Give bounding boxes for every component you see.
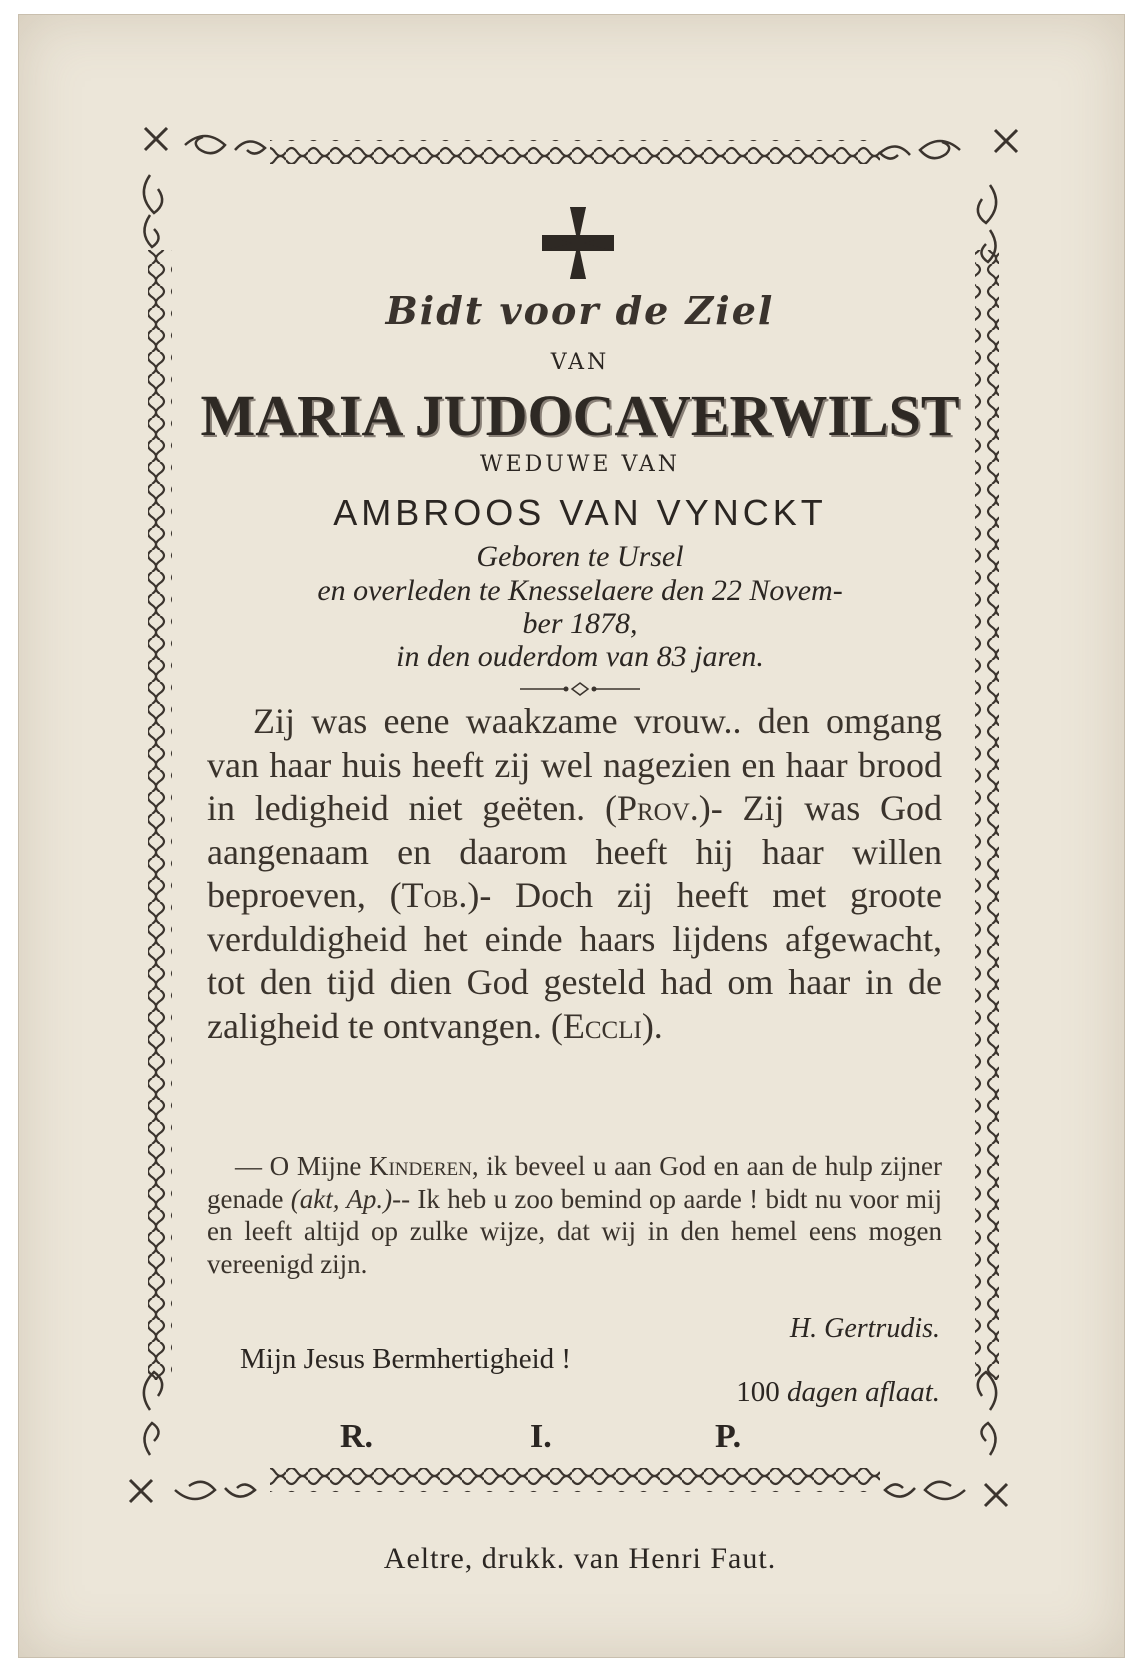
scripture-text [207, 700, 942, 1048]
tob-ref: Tob. [401, 875, 468, 915]
indulgence-text: dagen aflaat. [786, 1376, 940, 1408]
diamond-divider-icon [520, 682, 640, 696]
van-label: VAN [550, 350, 610, 375]
prayer-part-1: — O Mijne [235, 1151, 369, 1181]
deceased-name: MARIA JUDOCAVERWILST [200, 383, 960, 448]
death-line-1: en overleden te Knesselaere den 22 Novem- [317, 574, 843, 607]
body-part-3: )- Doch zij heeft met groote verduldigheid het einde haars lijdens afgewacht, tot den tijd dien God gesteld had om haar in de zaligheid te ontvangen. ( [207, 875, 942, 1046]
eccli-ref: Eccli [562, 1005, 642, 1046]
rip-r: R. [340, 1418, 374, 1455]
cross-pattee-icon [540, 205, 616, 281]
prov-ref: Prov. [616, 788, 699, 828]
rip-p: P. [715, 1418, 742, 1455]
indulgence [736, 1376, 940, 1409]
prayer-part-2: , ik beveel u aan God en aan de hulp zijner genade [207, 1151, 942, 1214]
printer-line: Aeltre, drukk. van Henri Faut. [383, 1542, 777, 1575]
age-line: in den ouderdom van 83 jaren. [396, 640, 764, 673]
invocation: Mijn Jesus Bermhertigheid ! [240, 1343, 572, 1375]
gothic-title: Bidt voor de Ziel [385, 288, 775, 333]
body-part-1: Zij was eene waakzame vrouw.. den omgang van haar huis heeft zij wel nagezien en haar brood in ledigheid niet geëten. ( [207, 701, 942, 828]
husband-name: AMBROOS VAN VYNCKT [333, 492, 827, 533]
death-line-2: ber 1878, [522, 607, 638, 640]
kinderen-word: Kinderen [368, 1151, 472, 1181]
rip-i: I. [530, 1418, 552, 1455]
prayer-part-3: -- Ik heb u zoo bemind op aarde ! bidt nu voor mij en leeft altijd op zulke wijze, dat wij in den hemel eens mogen vereenigd zijn. [207, 1183, 942, 1279]
body-part-2: )- Zij was God aangenaam en daarom heeft hij haar willen beproeven, ( [207, 788, 942, 915]
akt-ref: (akt, Ap.) [290, 1183, 393, 1214]
widow-of-label: WEDUWE VAN [479, 452, 681, 477]
indulgence-number: 100 [736, 1376, 780, 1408]
birth-line: Geboren te Ursel [476, 540, 684, 573]
farewell-prayer [207, 1150, 942, 1280]
body-part-4: ). [641, 1005, 663, 1046]
attribution: H. Gertrudis. [789, 1313, 940, 1344]
